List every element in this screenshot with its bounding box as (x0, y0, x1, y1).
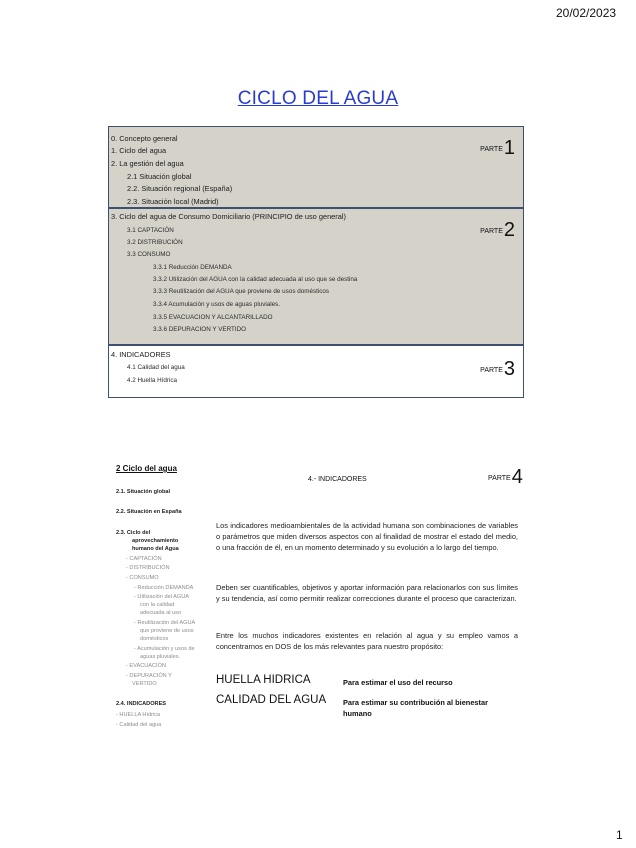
outline-item: 2.3. Situación local (Madrid) (127, 197, 219, 206)
indicator-name: CALIDAD DEL AGUA (216, 694, 327, 706)
sidebar-item: - Reducción DEMANDA (134, 585, 194, 591)
parte-marker: PARTE1 (480, 137, 515, 159)
sidebar-heading: 2 Ciclo del agua (116, 464, 177, 473)
parte-marker: PARTE2 (480, 219, 515, 241)
sidebar-item: - Calidad del agua (116, 722, 162, 728)
sidebar-item: domésticos (140, 636, 169, 642)
sidebar-item: - DEPURACIÓN Y (126, 673, 172, 679)
outline-item: 1. Ciclo del agua (111, 146, 167, 155)
paragraph: Deben ser cuantificables, objetivos y aportar información para relacionarlos con sus límites y su tendencia, así como permitir realizar correcciones durante el proceso que caracterizan. (216, 583, 518, 603)
outline-item: 3.3.5 EVACUACION Y ALCANTARILLADO (153, 314, 273, 321)
outline-item: 3.1 CAPTACIÓN (127, 227, 174, 234)
sidebar-item: - CONSUMO (126, 575, 159, 581)
outline-item: 3.3 CONSUMO (127, 251, 171, 258)
parte-marker: PARTE3 (480, 358, 515, 380)
sidebar-item: con la calidad (140, 602, 175, 608)
sidebar-item: - Acumulación y usos de (134, 646, 195, 652)
outline-box-part-2 (108, 208, 524, 345)
outline-box-part-1 (108, 126, 524, 208)
outline-item: 4. INDICADORES (111, 350, 171, 359)
sidebar-item: 2.4. INDICADORES (116, 701, 167, 707)
sidebar-item: - DISTRIBUCIÓN (126, 565, 170, 571)
paragraph: Entre los muchos indicadores existentes en relación al agua y su empleo vamos a concentrarnos en DOS de los más relevantes para nuestro propósito: (216, 631, 518, 651)
sidebar-item: - EVACUACIÓN (126, 663, 166, 669)
outline-item: 3.3.1 Reducción DEMANDA (153, 264, 232, 271)
sidebar-item: - Utilización del AGUA (134, 594, 190, 600)
sidebar-item: que proviene de usos (140, 628, 194, 634)
sidebar-item: 2.1. Situación global (116, 489, 171, 495)
outline-item: 3.3.2 Utilización del AGUA con la calidad adecuada al uso que se destina (153, 276, 358, 283)
outline-item: 3.3.3 Reutilización del AGUA que proviene de usos domésticos (153, 288, 330, 295)
page-number: 1 (616, 828, 623, 842)
outline-item: 0. Concepto general (111, 134, 178, 143)
sidebar-item: 2.2. Situación en España (116, 509, 182, 515)
outline-item: 2.2. Situación regional (España) (127, 184, 233, 193)
sidebar-item: VERTIDO (132, 681, 157, 687)
sidebar-item: adecuada al uso (140, 610, 182, 616)
sidebar-item: humano del Agua (132, 546, 179, 552)
outline-box-part-3 (108, 345, 524, 398)
outline-item: 4.2 Huella Hídrica (127, 377, 178, 384)
indicator-purpose: Para estimar su contribución al bienestar humano (343, 698, 488, 718)
sidebar-item: aguas pluviales. (140, 654, 181, 660)
indicator-purpose: Para estimar el uso del recurso (343, 678, 453, 687)
sidebar-item: 2.3. Ciclo del (116, 530, 151, 536)
outline-item: 3.3.6 DEPURACION Y VERTIDO (153, 326, 247, 333)
outline-item: 3.2 DISTRIBUCIÓN (127, 239, 183, 246)
outline-item: 2.1 Situación global (127, 172, 192, 181)
outline-item: 3. Ciclo del agua de Consumo Domiciliario (PRINCIPIO de uso general) (111, 212, 346, 221)
date: 20/02/2023 (556, 6, 617, 20)
slide-heading: 4.- INDICADORES (308, 476, 367, 483)
sidebar-item: aprovechamiento (132, 538, 179, 544)
outline-item: 4.1 Calidad del agua (127, 364, 185, 371)
parte-marker: PARTE4 (488, 466, 523, 488)
outline-item: 2. La gestión del agua (111, 159, 184, 168)
sidebar-item: - Reutilización del AGUA (134, 620, 196, 626)
page-title: CICLO DEL AGUA (237, 88, 399, 109)
indicator-name: HUELLA HIDRICA (216, 674, 311, 686)
sidebar-item: - HUELLA Hídrica (116, 712, 161, 718)
paragraph: Los indicadores medioambientales de la actividad humana son combinaciones de variables o parámetros que miden diversos aspectos con al finalidad de mostrar el estado del medio, o una fracción de él, en un momento determinado y su evolución a lo largo del tiempo. (216, 521, 518, 552)
outline-item: 3.3.4 Acumulación y usos de aguas pluviales. (153, 301, 281, 308)
sidebar-item: - CAPTACIÓN (126, 556, 162, 562)
